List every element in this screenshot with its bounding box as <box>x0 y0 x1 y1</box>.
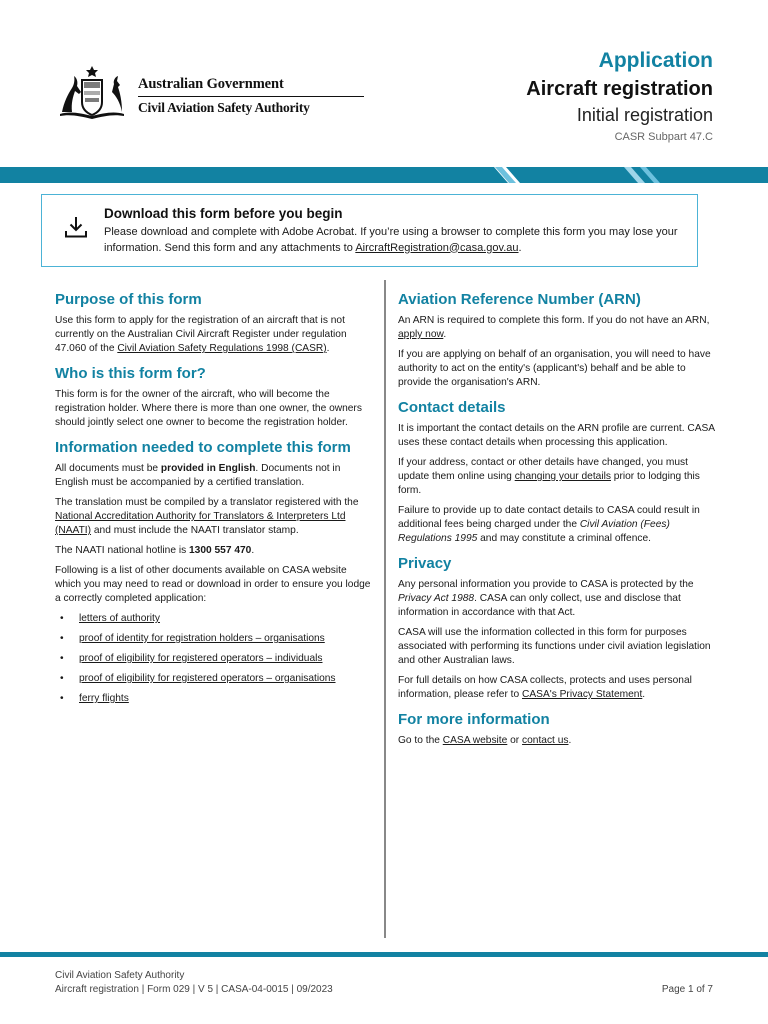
documents-list <box>55 612 373 706</box>
list-item <box>55 652 373 666</box>
regulation-reference: CASR Subpart 47.C <box>614 131 713 143</box>
title-block <box>526 48 713 145</box>
list-item <box>55 612 373 626</box>
contact-current-text: It is important the contact details on the ARN profile are current. CASA uses these contact details when processing this application. <box>398 423 715 448</box>
contact-us-link[interactable]: contact us <box>522 735 569 746</box>
download-notice-title: Download this form before you begin <box>104 206 343 221</box>
page-number: Page 1 of 7 <box>661 984 713 995</box>
left-column <box>55 290 373 714</box>
contact-update-text: If your address, contact or other details have changed, you must update them online using changing your details prior to lodging this form. <box>398 457 700 496</box>
download-icon <box>64 215 88 239</box>
purpose-heading: Purpose of this form <box>55 291 202 308</box>
who-heading: Who is this form for? <box>55 365 206 382</box>
changing-details-link[interactable]: changing your details <box>514 471 611 482</box>
contact-heading: Contact details <box>398 399 506 416</box>
more-info-section <box>398 710 718 748</box>
email-link[interactable]: AircraftRegistration@casa.gov.au <box>355 241 519 254</box>
column-divider <box>384 280 386 938</box>
privacy-statement-text: For full details on how CASA collects, protects and uses personal information, please refer to CASA's Privacy Statement. <box>398 675 692 700</box>
list-item <box>55 692 373 706</box>
casr-link[interactable]: Civil Aviation Safety Regulations 1998 (CASR) <box>117 343 327 354</box>
arn-heading: Aviation Reference Number (ARN) <box>398 291 641 308</box>
eligibility-organisations-link[interactable]: proof of eligibility for registered operators – organisations <box>79 673 336 684</box>
eligibility-individuals-link[interactable]: proof of eligibility for registered operators – individuals <box>79 653 323 664</box>
casa-website-link[interactable]: CASA website <box>442 735 508 746</box>
privacy-section <box>398 554 718 702</box>
footer-form-reference: Aircraft registration | Form 029 | V 5 | CASA-04-0015 | 09/2023 <box>55 984 333 995</box>
page-subtitle: Initial registration <box>576 105 713 125</box>
privacy-use-text: CASA will use the information collected in this form for purposes associated with performing its functions under civil aviation legislation and other Australian laws. <box>398 627 711 666</box>
arn-section <box>398 290 718 390</box>
coat-of-arms-icon <box>56 64 128 120</box>
purpose-section <box>55 290 373 356</box>
right-column <box>398 290 718 756</box>
purpose-text: Use this form to apply for the registration of an aircraft that is not currently on the Australian Civil Aircraft Register under regulation 47.060 of the Civil Aviation Safety Regulations 1998 (CASR). <box>55 315 347 354</box>
translation-requirement: The translation must be compiled by a translator registered with the National Accreditation Authority for Translators & Interpreters Ltd (NAATI) and must include the NAATI translator stamp. <box>55 497 359 536</box>
agency-name: Civil Aviation Safety Authority <box>138 100 310 115</box>
proof-of-identity-link[interactable]: proof of identity for registration holders – organisations <box>79 633 325 644</box>
documents-intro: Following is a list of other documents available on CASA website which you may need to read or download in order to ensure you lodge a correctly completed application: <box>55 565 371 604</box>
apply-now-link[interactable]: apply now <box>398 329 444 340</box>
letters-of-authority-link[interactable]: letters of authority <box>79 613 160 624</box>
logo-divider <box>138 96 364 97</box>
arn-required-text: An ARN is required to complete this form. If you do not have an ARN, apply now. <box>398 315 710 340</box>
privacy-heading: Privacy <box>398 555 452 572</box>
privacy-act-text: Any personal information you provide to CASA is protected by the Privacy Act 1988. CASA can only collect, use and disclose that information in accordance with that Act. <box>398 579 694 618</box>
footer-bar <box>0 952 768 957</box>
list-item <box>55 672 373 686</box>
list-item <box>55 632 373 646</box>
who-section <box>55 364 373 430</box>
contact-fees-text: Failure to provide up to date contact details to CASA could result in additional fees being charged under the Civil Aviation (Fees) Regulations 1995 and may constitute a criminal offence. <box>398 505 700 544</box>
naati-hotline: The NAATI national hotline is 1300 557 470. <box>55 545 255 556</box>
info-needed-section <box>55 438 373 706</box>
footer-organisation: Civil Aviation Safety Authority <box>55 970 185 981</box>
download-notice <box>41 194 698 267</box>
download-notice-text: Please download and complete with Adobe Acrobat. If you’re using a browser to complete this form you may lose your information. Send this form and any attachments to AircraftRegistration@casa.gov.au. <box>104 226 678 254</box>
document-type: Application <box>598 49 713 72</box>
who-text: This form is for the owner of the aircraft, who will become the registration holder. Where there is more than one owner, the owners should jointly select one owner to become the registration holder. <box>55 389 362 428</box>
page-title: Aircraft registration <box>526 78 713 100</box>
english-requirement: All documents must be provided in English. Documents not in English must be accompanied by a certified translation. <box>55 463 341 488</box>
ferry-flights-link[interactable]: ferry flights <box>79 693 129 704</box>
info-needed-heading: Information needed to complete this form <box>55 439 351 456</box>
government-logo <box>56 64 316 120</box>
privacy-statement-link[interactable]: CASA's Privacy Statement <box>522 689 643 700</box>
arn-organisation-text: If you are applying on behalf of an organisation, you will need to have authority to act on the entity's (applicant's) behalf and be able to provide the organisation's ARN. <box>398 349 711 388</box>
more-info-heading: For more information <box>398 711 550 728</box>
contact-section <box>398 398 718 546</box>
more-info-text: Go to the CASA website or contact us. <box>398 735 572 746</box>
government-name: Australian Government <box>138 76 284 92</box>
header-banner <box>0 167 768 183</box>
naati-link[interactable]: National Accreditation Authority for Translators & Interpreters Ltd (NAATI) <box>55 511 346 536</box>
